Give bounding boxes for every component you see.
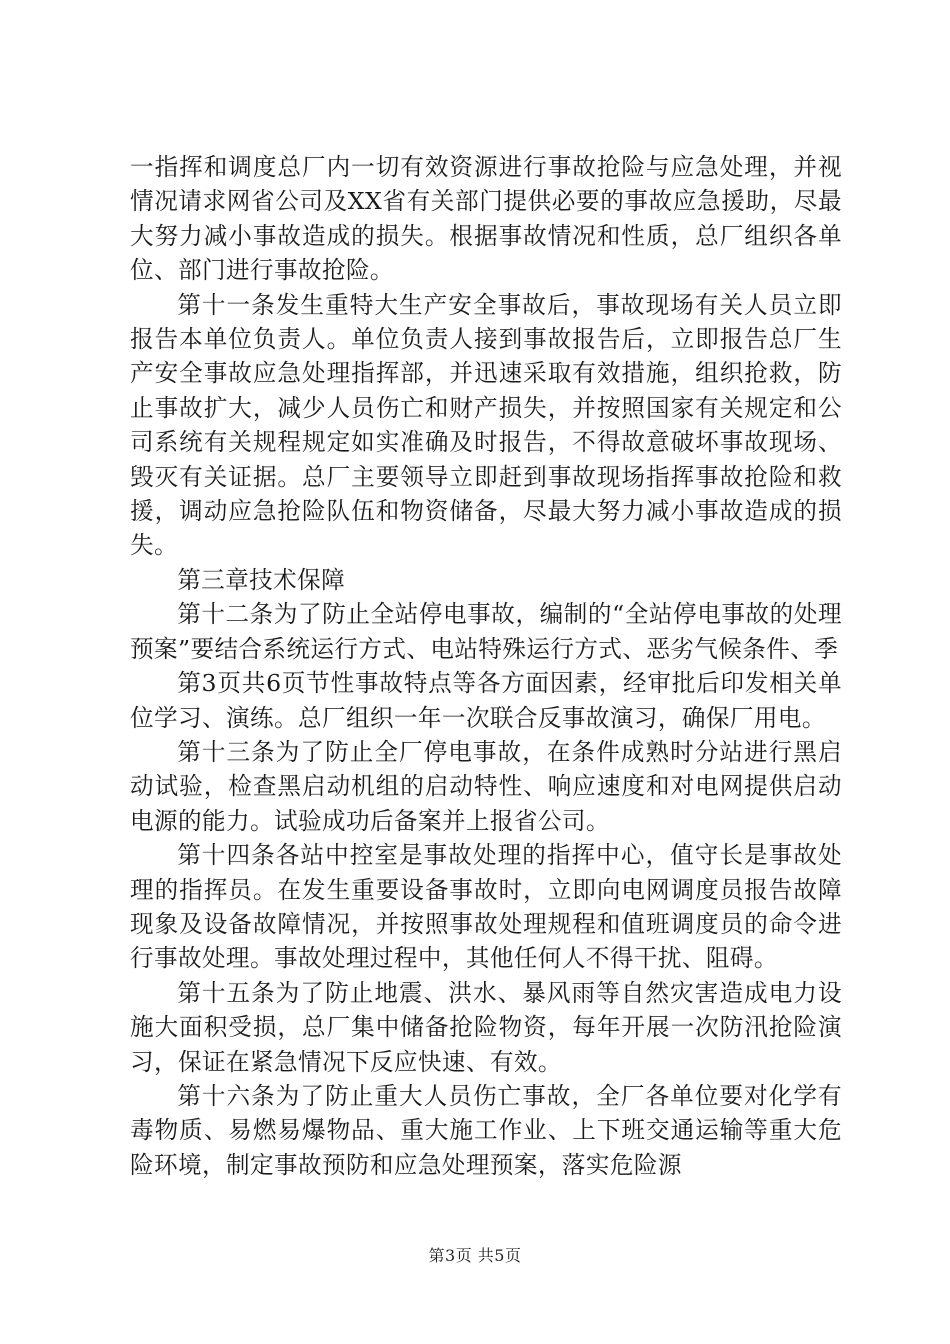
paragraph-article-14: 第十四条各站中控室是事故处理的指挥中心，值守长是事故处理的指挥员。在发生重要设备事故时，立即向电网调度员报告故障现象及设备故障情况，并按照事故处理规程和值班调度员的命令进行事故处理。事故处理过程中，其他任何人不得干扰、阻碍。 bbox=[130, 841, 842, 973]
page-footer: 第3页 共5页 bbox=[428, 1246, 522, 1265]
paragraph-continuation: 一指挥和调度总厂内一切有效资源进行事故抢险与应急处理，并视情况请求网省公司及XX省有关部门提供必要的事故应急援助，尽最大努力减小事故造成的损失。根据事故情况和性质，总厂组织各单位、部门进行事故抢险。 bbox=[130, 153, 842, 285]
paragraph-article-11: 第十一条发生重特大生产安全事故后，事故现场有关人员立即报告本单位负责人。单位负责人接到事故报告后，立即报告总厂生产安全事故应急处理指挥部，并迅速采取有效措施，组织抢救，防止事故扩大，减少人员伤亡和财产损失，并按照国家有关规定和公司系统有关规程规定如实准确及时报告，不得故意破坏事故现场、毁灭有关证据。总厂主要领导立即赶到事故现场指挥事故抢险和救援，调动应急抢险队伍和物资储备，尽最大努力减小事故造成的损失。 bbox=[130, 290, 842, 560]
paragraph-article-15: 第十五条为了防止地震、洪水、暴风雨等自然灾害造成电力设施大面积受损，总厂集中储备抢险物资，每年开展一次防汛抢险演习，保证在紧急情况下反应快速、有效。 bbox=[130, 978, 842, 1076]
document-body bbox=[130, 150, 842, 1182]
paragraph-article-12: 第十二条为了防止全站停电事故，编制的“全站停电事故的处理预案”要结合系统运行方式、电站特殊运行方式、恶劣气候条件、季 bbox=[130, 600, 842, 663]
chapter-heading: 第三章技术保障 bbox=[177, 565, 346, 594]
paragraph-article-12-continued: 第3页共6页节性事故特点等各方面因素，经审批后印发相关单位学习、演练。总厂组织一年一次联合反事故演习，确保厂用电。 bbox=[130, 669, 842, 732]
paragraph-article-16: 第十六条为了防止重大人员伤亡事故，全厂各单位要对化学有毒物质、易燃易爆物品、重大施工作业、上下班交通运输等重大危险环境，制定事故预防和应急处理预案，落实危险源 bbox=[130, 1081, 842, 1179]
paragraph-article-13: 第十三条为了防止全厂停电事故，在条件成熟时分站进行黑启动试验，检查黑启动机组的启动特性、响应速度和对电网提供启动电源的能力。试验成功后备案并上报省公司。 bbox=[130, 737, 842, 835]
